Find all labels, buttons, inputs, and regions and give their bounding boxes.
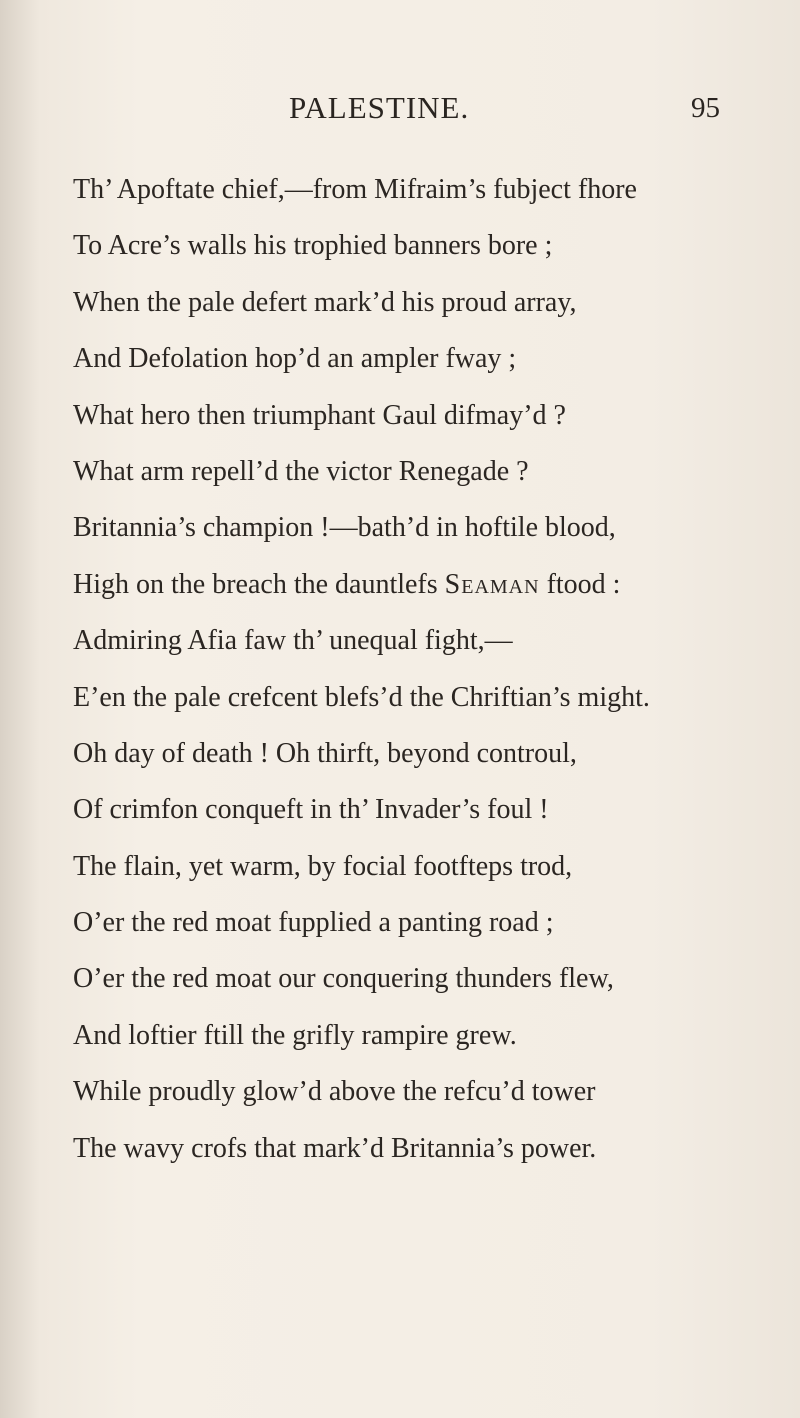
verse-line-18: The wavy crofs that mark’d Britannia’s power. bbox=[73, 1132, 597, 1164]
verse-line-4: And Defolation hop’d an ampler fway ; bbox=[73, 343, 517, 375]
poem-text bbox=[73, 162, 783, 1177]
verse-line-1: Th’ Apoftate chief,—from Mifraim’s fubject fhore bbox=[73, 174, 637, 205]
verse-line-12: Of crimfon conqueft in th’ Invader’s foul ! bbox=[73, 794, 549, 826]
verse-line-9: Admiring Afia faw th’ unequal fight,— bbox=[73, 625, 513, 657]
verse-line-8-emphasis: Seaman bbox=[444, 568, 540, 600]
verse-line-3: When the pale defert mark’d his proud array, bbox=[73, 286, 577, 318]
running-head bbox=[0, 88, 800, 128]
verse-line-15: O’er the red moat our conquering thunders flew, bbox=[73, 963, 614, 995]
verse-line-10: E’en the pale crefcent blefs’d the Chriftian’s might. bbox=[73, 681, 650, 713]
verse-line-17: While proudly glow’d above the refcu’d tower bbox=[73, 1076, 596, 1108]
verse-line-6: What arm repell’d the victor Renegade ? bbox=[73, 455, 529, 487]
verse-line-13: The flain, yet warm, by focial footfteps trod, bbox=[73, 850, 573, 882]
page-number: 95 bbox=[691, 92, 720, 124]
verse-line-16: And loftier ftill the grifly rampire grew. bbox=[73, 1019, 517, 1051]
verse-line-8-end: ftood : bbox=[539, 568, 621, 600]
verse-line-8 bbox=[73, 557, 783, 613]
verse-line-5: What hero then triumphant Gaul difmay’d ? bbox=[73, 399, 566, 431]
page-title: PALESTINE. bbox=[289, 90, 470, 125]
verse-line-2: To Acre’s walls his trophied banners bore ; bbox=[73, 230, 553, 262]
verse-line-8-start: High on the breach the dauntlefs bbox=[73, 568, 438, 600]
verse-line-11: Oh day of death ! Oh thirft, beyond controul, bbox=[73, 737, 577, 769]
verse-line-7: Britannia’s champion !—bath’d in hoftile blood, bbox=[73, 512, 616, 544]
verse-line-14: O’er the red moat fupplied a panting road ; bbox=[73, 907, 554, 939]
